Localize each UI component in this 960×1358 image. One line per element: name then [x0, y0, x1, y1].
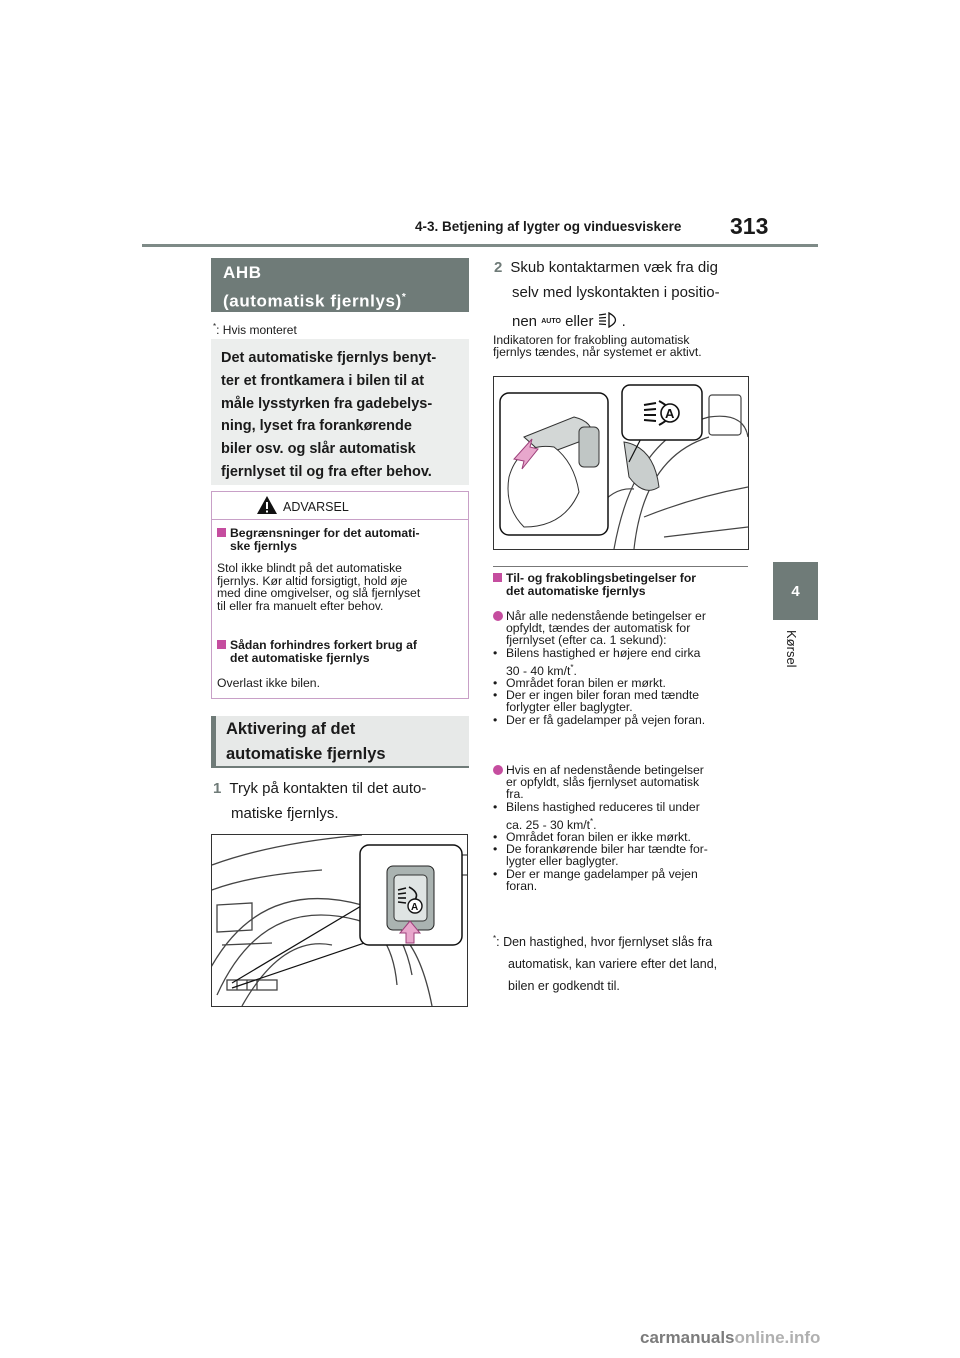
footnote-line: : Den hastighed, hvor fjernlyset slås fra — [496, 935, 713, 950]
footnote-line: automatisk, kan variere efter det land, — [508, 957, 718, 972]
warning-item1-heading-line: Begrænsninger for det automati- — [230, 526, 420, 540]
header-rule — [142, 244, 818, 247]
intro-line: biler osv. og slår automatisk — [221, 441, 416, 458]
warning-body-line: til eller fra manuelt efter behov. — [217, 598, 384, 613]
bullet-dot-icon — [493, 765, 503, 775]
intro-line: ter et frontkamera i bilen til at — [221, 372, 425, 389]
step-2-text: eller — [565, 313, 594, 330]
footnote-star: * — [213, 322, 217, 331]
footnote-star: * — [493, 934, 497, 943]
off-bullet-line: foran. — [506, 878, 538, 893]
ahb-heading-text: (automatisk fjernlys) — [223, 291, 402, 311]
conditions-heading — [493, 572, 753, 598]
step-1-line: Tryk på kontakten til det auto- — [229, 780, 427, 797]
on-line: opfyldt, tændes der automatisk for — [506, 621, 691, 636]
watermark-part: online.info — [734, 1328, 821, 1347]
indicator-line: fjernlys tændes, når systemet er aktivt. — [493, 345, 702, 360]
footnote-ref: * — [590, 816, 594, 826]
warning-body-line: fjernlys. Kør altid forsigtigt, hold øje — [217, 573, 408, 588]
step-2-number: 2 — [494, 259, 503, 276]
on-bullet: • Området foran bilen er mørkt. — [493, 676, 666, 691]
right-divider — [493, 566, 748, 567]
intro-line: Det automatiske fjernlys benyt- — [221, 350, 437, 366]
off-bullet: • Bilens hastighed reduceres til under — [493, 799, 700, 814]
off-conditions — [493, 764, 758, 892]
warning-item2-heading — [217, 639, 467, 665]
watermark-part: carmanuals — [640, 1328, 735, 1347]
dashboard-illustration — [212, 835, 467, 1006]
ahb-heading-line2 — [223, 285, 457, 314]
on-bullet-line: 30 - 40 km/t — [506, 663, 571, 678]
off-line: Hvis en af nedenstående betingelser — [506, 763, 704, 777]
step-2 — [494, 255, 764, 334]
on-conditions — [493, 610, 758, 726]
on-bullet-line: . — [573, 663, 577, 678]
off-bullet-line: lygter eller baglygter. — [506, 854, 619, 869]
svg-text:A: A — [665, 406, 675, 421]
activation-heading-line: Aktivering af det — [226, 720, 356, 738]
off-bullet-line: Der er mange gadelamper på vejen — [506, 866, 698, 881]
off-bullet-cont — [493, 816, 758, 831]
speed-footnote — [493, 928, 758, 997]
activation-heading — [211, 716, 469, 768]
ahb-star: * — [401, 292, 407, 303]
off-bullet: • De forankørende biler har tændte for- — [493, 842, 708, 857]
warning-item1-heading-line: ske fjernlys — [230, 539, 298, 553]
step-1-line: matiske fjernlys. — [231, 805, 339, 822]
step-1 — [213, 776, 473, 826]
warning-item1-heading — [217, 527, 467, 553]
on-bullet-line: forlygter eller baglygter. — [506, 700, 633, 715]
lever-illustration — [494, 377, 748, 549]
off-bullet-line: Området foran bilen er ikke mørkt. — [506, 830, 691, 845]
chapter-tab[interactable] — [773, 562, 818, 620]
intro-line: ning, lyset fra forankørende — [221, 418, 412, 435]
on-bullet-line: Bilens hastighed er højere end cirka — [506, 645, 701, 660]
warning-header — [212, 492, 468, 520]
activation-heading-line: automatiske fjernlys — [226, 745, 386, 763]
chapter-label: Kørsel — [784, 630, 799, 668]
on-bullet-line: Området foran bilen er mørkt. — [506, 676, 666, 691]
on-line: Når alle nedenstående betingelser er — [506, 609, 706, 623]
step-2-text: . — [621, 313, 626, 330]
step-1-number: 1 — [213, 780, 222, 797]
section-title: 4-3. Betjening af lygter og vinduesviskere — [415, 219, 682, 234]
off-bullet-line: ca. 25 - 30 km/t — [506, 817, 590, 832]
on-bullet-line: Der er få gadelamper på vejen foran. — [506, 712, 706, 727]
on-bullet: • Bilens hastighed er højere end cirka — [493, 645, 701, 660]
conditions-heading-line: det automatiske fjernlys — [506, 583, 646, 598]
on-bullet: • Der er få gadelamper på vejen foran. — [493, 712, 706, 727]
indicator-line: Indikatoren for frakobling automatisk — [493, 333, 690, 347]
bullet-square-icon — [217, 528, 226, 537]
warning-item2-heading-line: Sådan forhindres forkert brug af — [230, 638, 417, 652]
footnote-ref: * — [570, 662, 574, 672]
bullet-dot-icon — [493, 611, 503, 621]
intro-box — [211, 339, 469, 485]
step-2-line: Skub kontaktarmen væk fra dig — [510, 259, 718, 276]
warning-item1-body — [217, 562, 467, 612]
figure-lever-push — [493, 376, 749, 550]
warning-box — [211, 491, 469, 699]
conditions-heading-line: Til- og frakoblingsbetingelser for — [506, 571, 697, 585]
warning-body-line: med dine omgivelser, og slå fjernlyset — [217, 586, 421, 600]
ahb-footnote — [213, 322, 297, 337]
ahb-heading-line1: AHB — [223, 263, 262, 282]
warning-item2-body: Overlast ikke bilen. — [217, 676, 320, 690]
on-bullet-line: Der er ingen biler foran med tændte — [506, 688, 700, 703]
on-bullet: • Der er ingen biler foran med tændte — [493, 688, 700, 703]
step-2-text: nen — [512, 313, 538, 330]
off-bullet-line: . — [593, 817, 597, 832]
step-2-line: selv med lyskontakten i positio- — [512, 284, 720, 301]
warning-body-line: Stol ikke blindt på det automatiske — [217, 561, 402, 575]
off-bullet: • Området foran bilen er ikke mørkt. — [493, 830, 691, 845]
on-line: fjernlyset (efter ca. 1 sekund): — [506, 633, 667, 648]
off-bullet-line: Bilens hastighed reduceres til under — [506, 799, 700, 814]
warning-triangle-icon — [256, 495, 278, 515]
off-line: fra. — [506, 787, 524, 802]
intro-line: måle lysstyrken fra gadebelys- — [221, 395, 433, 412]
bullet-square-icon — [217, 640, 226, 649]
watermark[interactable] — [640, 1328, 820, 1348]
footnote-text: : Hvis monteret — [216, 323, 297, 337]
bullet-square-icon — [493, 573, 502, 582]
chapter-number: 4 — [791, 582, 800, 600]
warning-title: ADVARSEL — [283, 500, 349, 514]
warning-item2-heading-line: det automatiske fjernlys — [230, 651, 370, 665]
headlight-icon — [598, 312, 622, 328]
figure-dashboard-switch — [211, 834, 468, 1007]
intro-line: fjernlyset til og fra efter behov. — [221, 463, 432, 480]
auto-position-icon: AUTO — [541, 318, 561, 325]
off-line: er opfyldt, slås fjernlyset automatisk — [506, 775, 700, 790]
ahb-heading — [211, 258, 469, 312]
svg-text:A: A — [411, 902, 419, 913]
off-bullet: • Der er mange gadelamper på vejen — [493, 866, 698, 881]
on-bullet-cont — [493, 662, 758, 677]
step-2-line3 — [494, 309, 764, 334]
indicator-note — [493, 334, 702, 358]
off-bullet-line: De forankørende biler har tændte for- — [506, 842, 708, 857]
footnote-line: bilen er godkendt til. — [508, 979, 620, 994]
page-number: 313 — [730, 213, 769, 239]
